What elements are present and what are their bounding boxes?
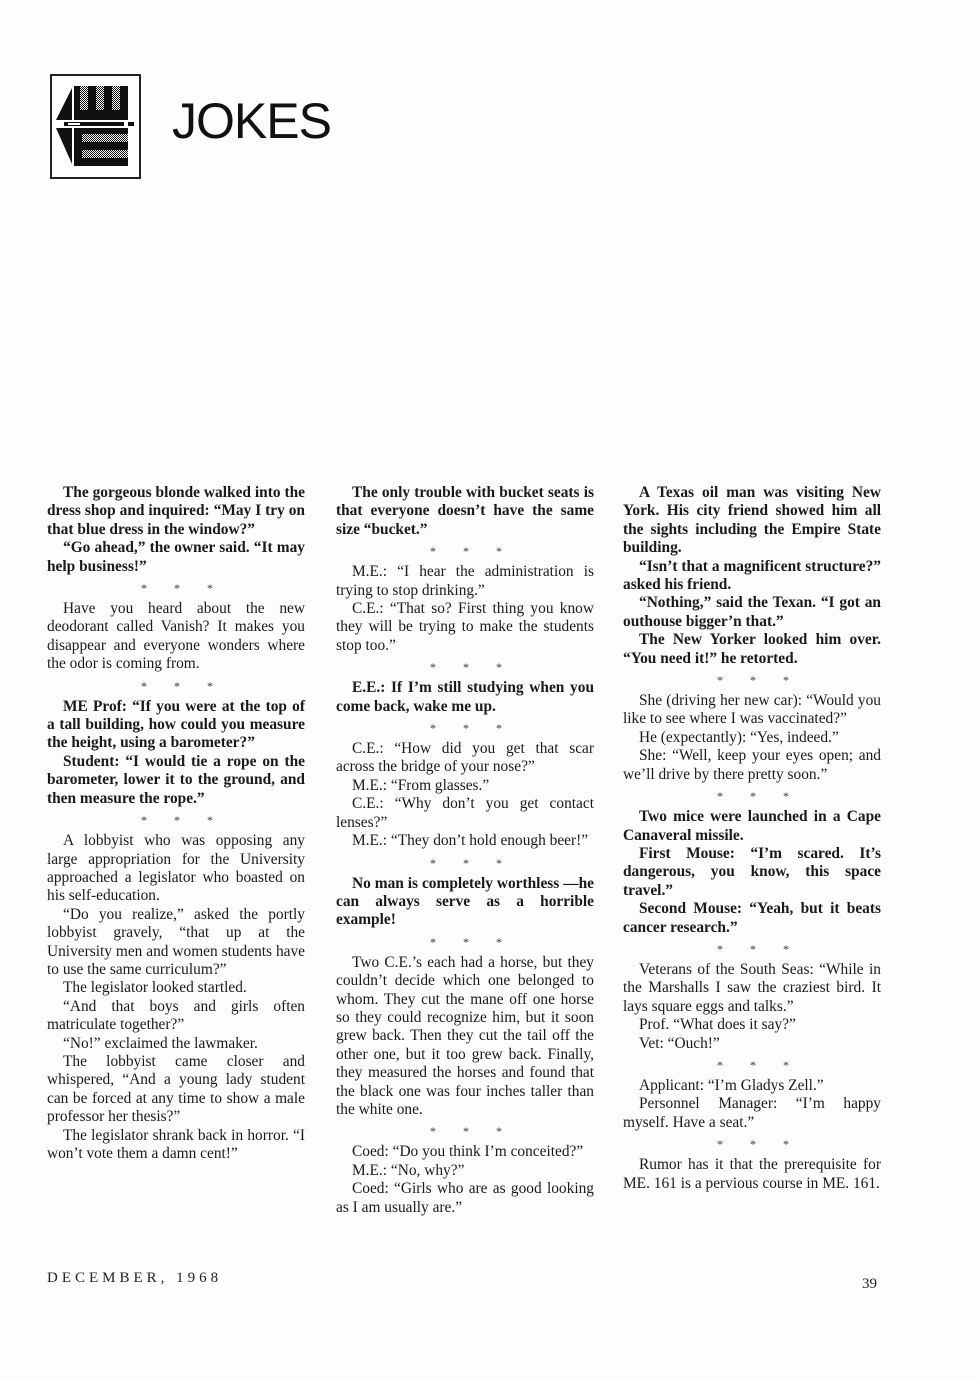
joke-paragraph: She: “Well, keep your eyes open; and we’ll drive by there pretty soon.” bbox=[623, 747, 881, 783]
issue-date: DECEMBER, 1968 bbox=[47, 1270, 223, 1286]
joke-paragraph: The lobbyist came closer and whispered, “And a young lady student can be forced at any time to show a male professor her thesis?” bbox=[47, 1052, 305, 1126]
joke-paragraph: Rumor has it that the prerequisite for ME. 161 is a pervious course in ME. 161. bbox=[623, 1156, 881, 1192]
joke-paragraph: M.E.: “I hear the administration is trying to stop drinking.” bbox=[336, 563, 594, 599]
joke-paragraph: “Isn’t that a magnificent structure?” asked his friend. bbox=[623, 557, 881, 594]
joke-paragraph: “Nothing,” said the Texan. “I got an outhouse bigger’n that.” bbox=[623, 594, 881, 630]
joke-paragraph: Second Mouse: “Yeah, but it beats cancer research.” bbox=[623, 900, 881, 936]
joke-paragraph: C.E.: “Why don’t you get contact lenses?” bbox=[336, 795, 594, 831]
joke-paragraph: Vet: “Ouch!” bbox=[639, 1034, 720, 1052]
column-1 bbox=[47, 484, 305, 1163]
joke-paragraph: Personnel Manager: “I’m happy myself. Have a seat.” bbox=[623, 1095, 881, 1131]
joke-paragraph: The legislator looked startled. bbox=[63, 979, 247, 997]
joke-separator: * * * bbox=[717, 673, 801, 688]
joke-separator: * * * bbox=[430, 1124, 514, 1139]
joke-paragraph: M.E.: “No, why?” bbox=[352, 1161, 465, 1179]
joke-paragraph: Coed: “Girls who are as good looking as I am usually are.” bbox=[336, 1180, 594, 1216]
joke-paragraph: C.E.: “That so? First thing you know they will be trying to make the students stop too.” bbox=[336, 600, 594, 654]
joke-separator: * * * bbox=[141, 581, 225, 596]
joke-paragraph: Veterans of the South Seas: “While in the Marshalls I saw the craziest bird. It lays square eggs and talks.” bbox=[623, 960, 881, 1015]
joke-paragraph: The legislator shrank back in horror. “I won’t vote them a damn cent!” bbox=[47, 1126, 305, 1162]
joke-paragraph: A Texas oil man was visiting New York. His city friend showed him all the sights including the Empire State building. bbox=[623, 484, 881, 557]
joke-paragraph: Applicant: “I’m Gladys Zell.” bbox=[639, 1076, 824, 1094]
page-title: JOKES bbox=[172, 93, 331, 149]
column-2 bbox=[336, 484, 594, 1217]
joke-paragraph: She (driving her new car): “Would you like to see where I was vaccinated?” bbox=[623, 692, 881, 728]
joke-paragraph: Coed: “Do you think I’m conceited?” bbox=[352, 1143, 584, 1161]
joke-separator: * * * bbox=[717, 1057, 801, 1072]
joke-paragraph: “And that boys and girls often matriculate together?” bbox=[47, 997, 305, 1034]
we-logo-icon bbox=[52, 76, 139, 177]
joke-paragraph: The gorgeous blonde walked into the dress shop and inquired: “May I try on that blue dress in the window?” bbox=[47, 484, 305, 538]
joke-paragraph: “Go ahead,” the owner said. “It may help business!” bbox=[47, 539, 305, 575]
joke-paragraph: “Do you realize,” asked the portly lobbyist gravely, “that up at the University men and women students have to use the same curriculum?” bbox=[47, 905, 305, 978]
joke-paragraph: Have you heard about the new deodorant called Vanish? It makes you disappear and everyone wonders where the odor is coming from. bbox=[47, 600, 305, 673]
joke-paragraph: M.E.: “They don’t hold enough beer!” bbox=[352, 832, 589, 850]
joke-paragraph: ME Prof: “If you were at the top of a tall building, how could you measure the height, using a barometer?” bbox=[47, 697, 305, 752]
joke-paragraph: No man is completely worthless —he can always serve as a horrible example! bbox=[336, 874, 594, 929]
joke-paragraph: A lobbyist who was opposing any large appropriation for the University approached a legislator who boasted on his self-education. bbox=[47, 832, 305, 905]
joke-paragraph: E.E.: If I’m still studying when you come back, wake me up. bbox=[336, 679, 594, 715]
column-3 bbox=[623, 484, 881, 1193]
joke-paragraph: Two mice were launched in a Cape Canaveral missile. bbox=[623, 808, 881, 844]
joke-separator: * * * bbox=[430, 934, 514, 949]
joke-separator: * * * bbox=[430, 855, 514, 870]
joke-separator: * * * bbox=[430, 660, 514, 675]
joke-separator: * * * bbox=[717, 1137, 801, 1152]
joke-separator: * * * bbox=[717, 941, 801, 956]
joke-separator: * * * bbox=[430, 544, 514, 559]
joke-paragraph: M.E.: “From glasses.” bbox=[352, 776, 490, 794]
joke-paragraph: “No!” exclaimed the lawmaker. bbox=[63, 1034, 258, 1052]
joke-paragraph: Student: “I would tie a rope on the barometer, lower it to the ground, and then measure the rope.” bbox=[47, 752, 305, 807]
magazine-logo bbox=[50, 74, 141, 179]
joke-paragraph: C.E.: “How did you get that scar across the bridge of your nose?” bbox=[336, 740, 594, 776]
joke-paragraph: Two C.E.’s each had a horse, but they couldn’t decide which one belonged to whom. They cut the mane off one horse so they could recognize him, but it soon grew back. Then they cut the tail off the other one, but it too grew back. Finally, they measured the horses and found that the black one was four inches taller than the white one. bbox=[336, 953, 594, 1118]
joke-separator: * * * bbox=[141, 813, 225, 828]
joke-paragraph: He (expectantly): “Yes, indeed.” bbox=[639, 728, 839, 746]
joke-separator: * * * bbox=[717, 789, 801, 804]
joke-paragraph: The only trouble with bucket seats is that everyone doesn’t have the same size “bucket.” bbox=[336, 484, 594, 538]
joke-paragraph: First Mouse: “I’m scared. It’s dangerous, you know, this space travel.” bbox=[623, 844, 881, 899]
joke-paragraph: Prof. “What does it say?” bbox=[639, 1016, 796, 1034]
joke-separator: * * * bbox=[430, 721, 514, 736]
joke-paragraph: The New Yorker looked him over. “You need it!” he retorted. bbox=[623, 631, 881, 667]
joke-separator: * * * bbox=[141, 678, 225, 693]
page-number: 39 bbox=[862, 1276, 877, 1292]
